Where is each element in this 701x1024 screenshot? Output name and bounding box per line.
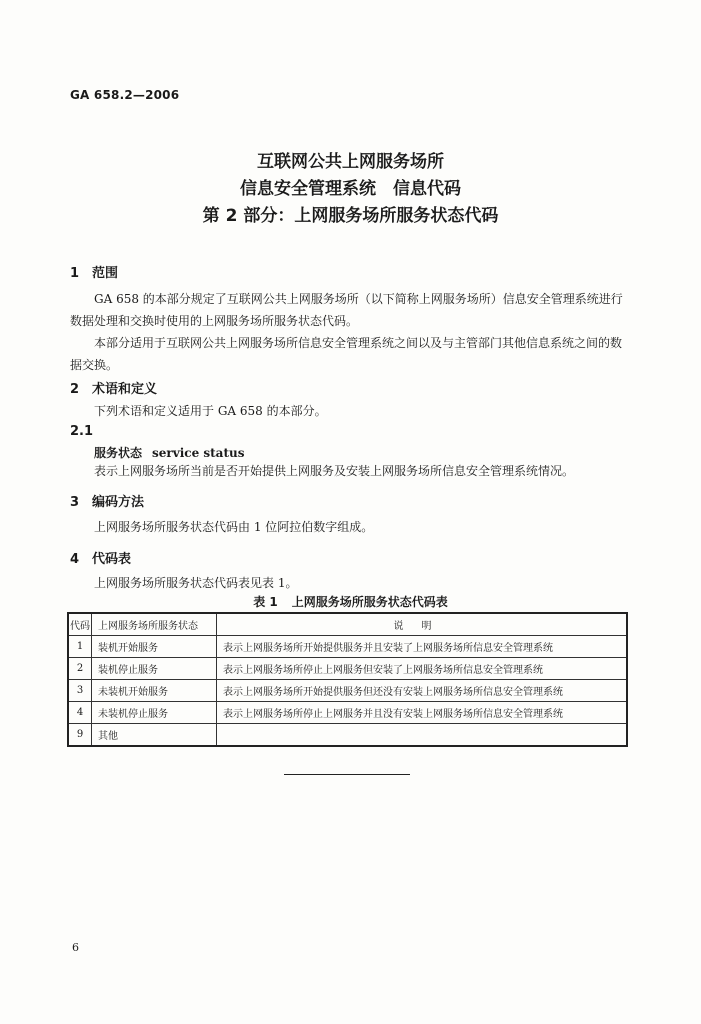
section-4-heading	[70, 548, 131, 567]
section-3-text: 上网服务场所服务状态代码由 1 位阿拉伯数字组成。	[94, 520, 374, 534]
paragraph: GA 658 的本部分规定了互联网公共上网服务场所（以下简称上网服务场所）信息安全管理系统进行数据处理和交换时使用的上网服务场所服务状态代码。	[70, 292, 623, 328]
cell-description: 表示上网服务场所停止上网服务并且没有安装上网服务场所信息安全管理系统	[217, 702, 628, 724]
cell-code: 9	[68, 724, 92, 747]
cell-status: 未装机开始服务	[92, 680, 217, 702]
table-row	[68, 702, 627, 724]
cell-status: 装机停止服务	[92, 658, 217, 680]
cell-description	[217, 724, 628, 747]
table-row	[68, 680, 627, 702]
cell-description: 表示上网服务场所停止上网服务但安装了上网服务场所信息安全管理系统	[217, 658, 628, 680]
paragraph: 本部分适用于互联网公共上网服务场所信息安全管理系统之间以及与主管部门其他信息系统之间的数据交换。	[70, 336, 623, 372]
section-1-heading	[70, 262, 118, 281]
section-number: 3	[70, 495, 80, 510]
section-1-body	[70, 288, 630, 376]
section-2-heading	[70, 378, 157, 397]
cell-code: 2	[68, 658, 92, 680]
section-2-intro: 下列术语和定义适用于 GA 658 的本部分。	[94, 404, 327, 418]
cell-description: 表示上网服务场所开始提供服务但还没有安装上网服务场所信息安全管理系统	[217, 680, 628, 702]
cell-description: 表示上网服务场所开始提供服务并且安装了上网服务场所信息安全管理系统	[217, 636, 628, 658]
table-caption	[0, 593, 701, 610]
column-header-description: 说明	[217, 613, 628, 636]
cell-status: 装机开始服务	[92, 636, 217, 658]
title-line-2: 信息安全管理系统 信息代码	[240, 179, 461, 199]
term-english: service status	[152, 446, 245, 460]
cell-code: 4	[68, 702, 92, 724]
table-row	[68, 636, 627, 658]
cell-code: 1	[68, 636, 92, 658]
cell-code: 3	[68, 680, 92, 702]
term-chinese: 服务状态	[94, 446, 143, 460]
table-header-row	[68, 613, 627, 636]
section-number: 4	[70, 552, 80, 567]
section-title: 编码方法	[92, 495, 145, 510]
page-number: 6	[72, 941, 79, 954]
column-header-code: 代码	[68, 613, 92, 636]
section-title: 范围	[92, 266, 119, 281]
term-definition: 表示上网服务场所当前是否开始提供上网服务及安装上网服务场所信息安全管理系统情况。	[94, 464, 575, 478]
cell-status: 其他	[92, 724, 217, 747]
table-caption-label: 表 1	[253, 595, 278, 609]
term-heading	[94, 444, 244, 461]
section-3-heading	[70, 491, 144, 510]
end-divider	[284, 774, 410, 775]
term-number: 2.1	[70, 424, 94, 439]
cell-status: 未装机停止服务	[92, 702, 217, 724]
section-4-text: 上网服务场所服务状态代码表见表 1。	[94, 576, 298, 590]
table-row	[68, 724, 627, 747]
service-status-code-table	[67, 612, 628, 747]
section-title: 代码表	[92, 552, 132, 567]
table-caption-title: 上网服务场所服务状态代码表	[291, 595, 448, 609]
section-number: 1	[70, 266, 80, 281]
standard-code: GA 658.2—2006	[70, 88, 180, 102]
title-line-3: 第 2 部分：上网服务场所服务状态代码	[202, 206, 499, 226]
title-line-1: 互联网公共上网服务场所	[257, 152, 444, 172]
column-header-status: 上网服务场所服务状态	[92, 613, 217, 636]
section-title: 术语和定义	[92, 382, 158, 397]
table-row	[68, 658, 627, 680]
section-number: 2	[70, 382, 80, 397]
